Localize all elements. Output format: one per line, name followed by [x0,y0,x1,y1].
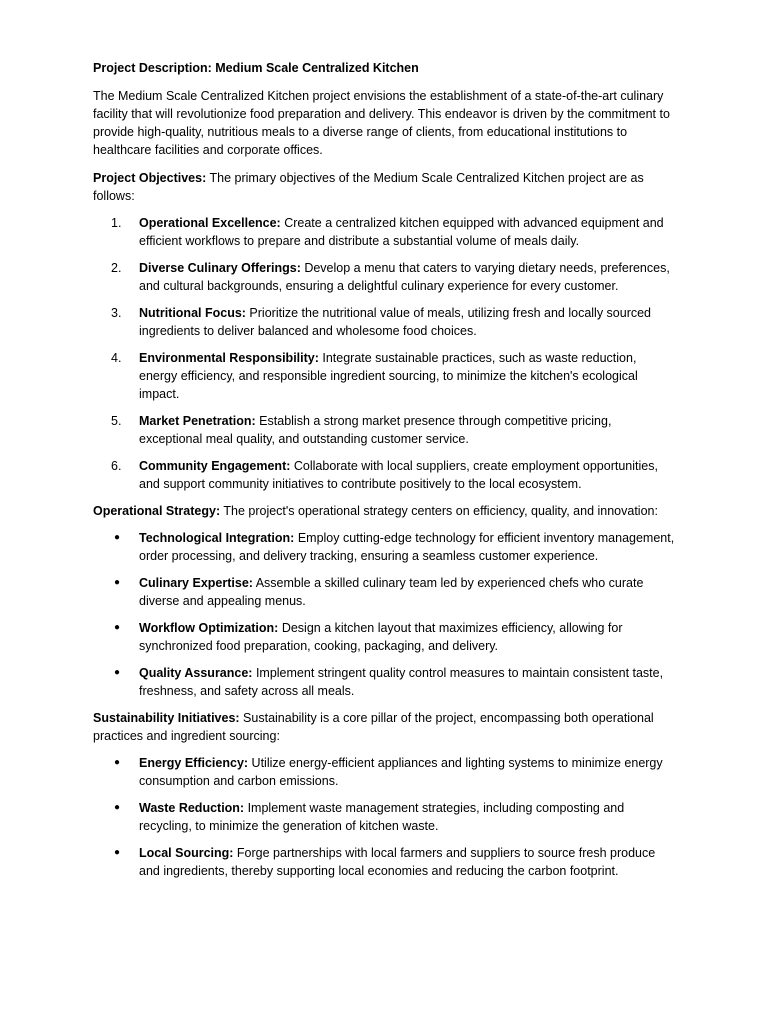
list-item [93,619,678,655]
list-item [93,349,678,403]
bullet-icon: ● [114,802,121,813]
item-text: Establish a strong market presence through competitive pricing, exceptional meal quality, and outstanding customer service. [139,414,612,446]
item-text: Create a centralized kitchen equipped with advanced equipment and efficient workflows to prepare and distribute a substantial volume of meals daily. [139,216,664,248]
item-term: Culinary Expertise: [139,576,253,590]
item-text: Employ cutting-edge technology for efficient inventory management, order processing, and delivery tracking, ensuring a seamless customer experience. [139,531,675,563]
objectives-lead-text: The primary objectives of the Medium Scale Centralized Kitchen project are as follows: [93,171,644,203]
bullet-icon: ● [114,577,121,588]
item-text: Utilize energy-efficient appliances and lighting systems to minimize energy consumption and carbon emissions. [139,756,663,788]
item-text: Integrate sustainable practices, such as waste reduction, energy efficiency, and responsible ingredient sourcing, to minimize the kitchen's ecological impact. [139,351,638,401]
item-text: Prioritize the nutritional value of meals, utilizing fresh and locally sourced ingredients to deliver balanced and wholesome food choices. [139,306,652,338]
strategy-list [93,529,678,700]
bullet-icon: ● [114,757,121,768]
list-item [93,412,678,448]
list-number: 1. [111,216,122,230]
item-term: Waste Reduction: [139,801,245,815]
list-item [93,214,678,250]
item-term: Energy Efficiency: [139,756,249,770]
objectives-lead [93,169,678,205]
list-number: 4. [111,351,122,365]
item-term: Workflow Optimization: [139,621,279,635]
sustainability-lead [93,709,678,745]
item-text: Collaborate with local suppliers, create employment opportunities, and support community initiatives to contribute positively to the local ecosystem. [139,459,658,491]
item-term: Environmental Responsibility: [139,351,319,365]
list-number: 3. [111,306,122,320]
item-term: Community Engagement: [139,459,291,473]
strategy-heading: Operational Strategy: [93,504,221,518]
item-text: Implement waste management strategies, including composting and recycling, to minimize the generation of kitchen waste. [139,801,625,833]
item-term: Market Penetration: [139,414,256,428]
item-text: Forge partnerships with local farmers and suppliers to source fresh produce and ingredients, thereby supporting local economies and reducing the carbon footprint. [139,846,656,878]
item-term: Quality Assurance: [139,666,253,680]
strategy-lead [93,502,678,520]
bullet-icon: ● [114,622,121,633]
list-number: 5. [111,414,122,428]
list-item [93,799,678,835]
item-term: Local Sourcing: [139,846,234,860]
item-text: Implement stringent quality control measures to maintain consistent taste, freshness, and safety across all meals. [139,666,664,698]
list-item [93,664,678,700]
strategy-lead-text: The project's operational strategy centers on efficiency, quality, and innovation: [220,504,658,518]
list-number: 6. [111,459,122,473]
list-item [93,529,678,565]
bullet-icon: ● [114,532,121,543]
sustainability-lead-text: Sustainability is a core pillar of the project, encompassing both operational practices and ingredient sourcing: [93,711,654,743]
item-term: Diverse Culinary Offerings: [139,261,301,275]
list-item [93,457,678,493]
item-text: Design a kitchen layout that maximizes efficiency, allowing for synchronized food preparation, cooking, packaging, and delivery. [139,621,623,653]
objectives-list [93,214,678,493]
sustainability-heading: Sustainability Initiatives: [93,711,240,725]
objectives-heading: Project Objectives: [93,171,207,185]
document-page [93,59,678,889]
list-number: 2. [111,261,122,275]
bullet-icon: ● [114,847,121,858]
document-title: Project Description: Medium Scale Centralized Kitchen [93,61,419,75]
item-term: Nutritional Focus: [139,306,246,320]
list-item [93,259,678,295]
sustainability-list [93,754,678,880]
item-term: Operational Excellence: [139,216,281,230]
list-item [93,574,678,610]
intro-paragraph: The Medium Scale Centralized Kitchen project envisions the establishment of a state-of-the-art culinary facility that will revolutionize food preparation and delivery. This endeavor is driven by the commitment to provide high-quality, nutritious meals to a diverse range of clients, from educational institutions to healthcare facilities and corporate offices. [93,89,670,157]
list-item [93,754,678,790]
list-item [93,304,678,340]
item-text: Assemble a skilled culinary team led by experienced chefs who curate diverse and appealing menus. [139,576,644,608]
item-term: Technological Integration: [139,531,295,545]
item-text: Develop a menu that caters to varying dietary needs, preferences, and cultural backgrounds, ensuring a delightful culinary experience for every customer. [139,261,670,293]
list-item [93,844,678,880]
bullet-icon: ● [114,667,121,678]
